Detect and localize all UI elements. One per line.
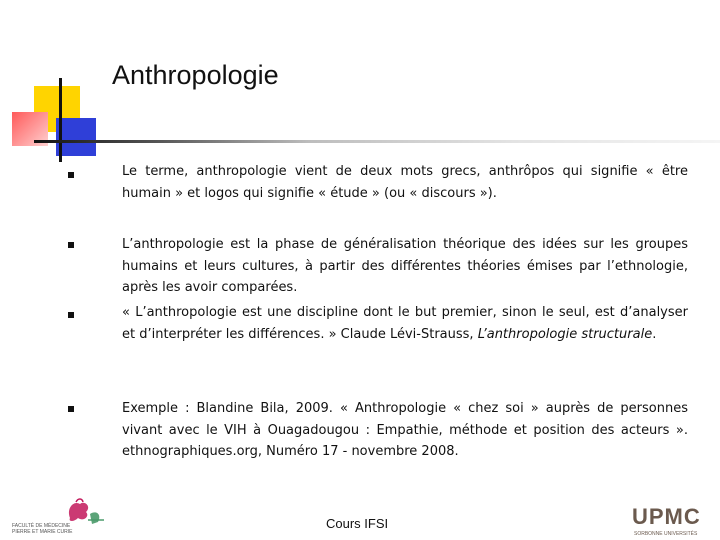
faculty-logo [10, 496, 110, 538]
paragraph-example-text: Exemple : Blandine Bila, 2009. « Anthropologie « chez soi » auprès de personnes vivant avec le VIH à Ouagadougou : Empathie, méthode et position des acteurs ». ethnographiques.org, Numéro 17 - novembre 2008. [122, 401, 688, 459]
upmc-logo-word: UPMC [632, 504, 701, 529]
title-underline [34, 140, 720, 143]
square-bullet-icon [68, 406, 74, 412]
faculty-logo-line-2: PIERRE ET MARIE CURIE [12, 529, 73, 535]
quote-text: « L’anthropologie est une discipline dont le but premier, sinon le seul, est d’analyser et d’interpréter les différences. » Claude Lévi-Strauss, [122, 305, 688, 342]
square-bullet-icon [68, 172, 74, 178]
quote-end: . [652, 326, 657, 342]
square-bullet-icon [68, 312, 74, 318]
book-title: L’anthropologie structurale [477, 326, 653, 342]
decor-vertical-line [59, 78, 62, 162]
paragraph-definition [122, 234, 688, 299]
paragraph-etymology [122, 161, 688, 204]
square-bullet-icon [68, 242, 74, 248]
slide-title: Anthropologie [112, 60, 279, 90]
upmc-logo-subtitle: SORBONNE UNIVERSITÉS [634, 531, 698, 537]
paragraph-levi-strauss-quote [122, 302, 688, 345]
paragraph-definition-text: L’anthropologie est la phase de généralisation théorique des idées sur les groupes humains et leurs cultures, à partir des différentes théories émises par l’ethnologie, après les avoir comparées. [122, 237, 688, 295]
paragraph-etymology-text: Le terme, anthropologie vient de deux mots grecs, anthrôpos qui signifie « être humain » et logos qui signifie « étude » (ou « discours »). [122, 164, 688, 201]
faculty-logo-emblem [52, 496, 112, 526]
upmc-logo [632, 505, 716, 539]
footer-course-label: Cours IFSI [326, 516, 389, 531]
paragraph-example [122, 398, 688, 463]
decor-blue-square [56, 118, 96, 156]
faculty-logo-line-1: FACULTÉ DE MÉDECINE [12, 523, 71, 529]
